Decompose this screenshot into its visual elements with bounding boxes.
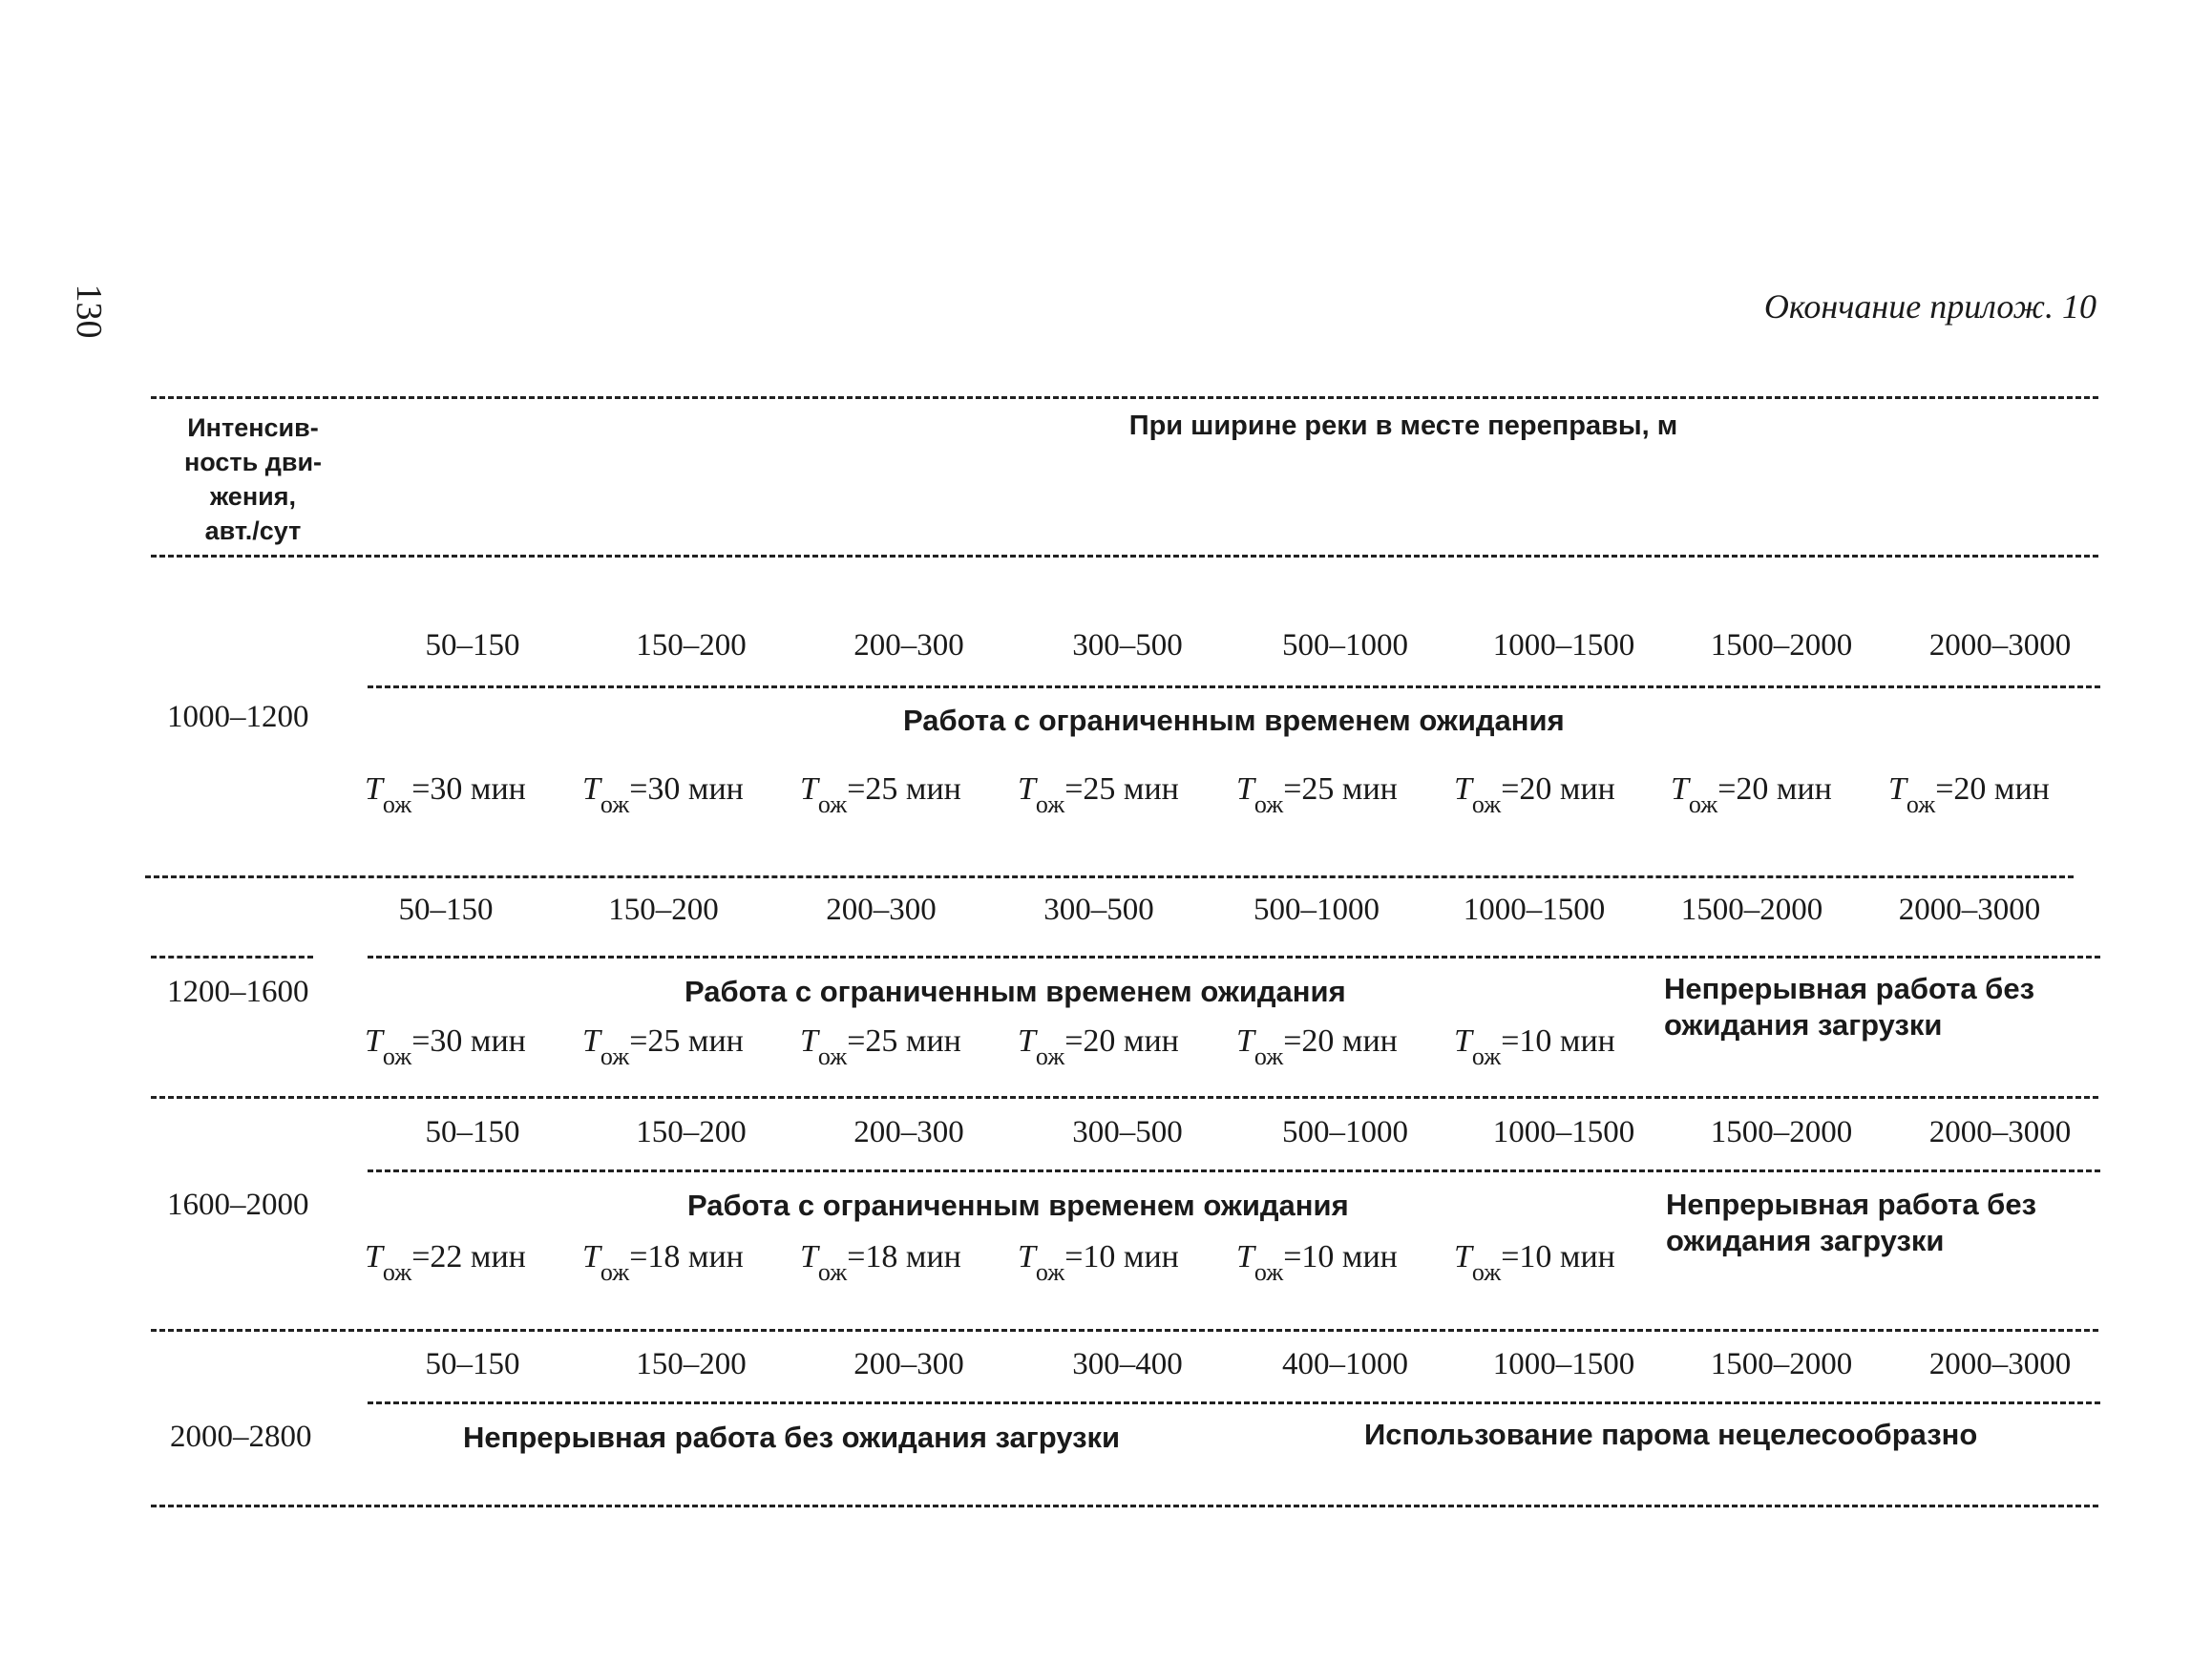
width-cell: 50–150 <box>425 1115 520 1149</box>
wait-time-cell: $T_{ож}=30$ мин <box>365 1023 526 1070</box>
table-top-rule <box>151 396 2098 399</box>
width-cell: 2000–3000 <box>1928 1115 2072 1149</box>
width-cell: 1500–2000 <box>1710 628 1853 663</box>
wait-time-cell: $T_{ож}=22$ мин <box>365 1239 526 1286</box>
wait-time-cell: $T_{ож}=20$ мин <box>1018 1023 1179 1070</box>
wait-time-cell: $T_{ож}=18$ мин <box>800 1239 961 1286</box>
width-cell: 1500–2000 <box>1710 1115 1853 1149</box>
wait-time-cell: $T_{ож}=20$ мин <box>1888 771 2050 818</box>
width-cell: 150–200 <box>636 1347 747 1381</box>
row-rule <box>368 1401 2100 1404</box>
width-column-header: При ширине реки в месте переправы, м <box>1128 411 1678 441</box>
wait-time-cell: $T_{ож}=20$ мин <box>1454 771 1615 818</box>
width-cell: 300–500 <box>1043 893 1154 927</box>
width-cell: 200–300 <box>853 1347 964 1381</box>
mode-label: Работа с ограниченным временем ожидания <box>685 975 1346 1008</box>
intensity-cell: 2000–2800 <box>170 1420 312 1454</box>
width-cell: 50–150 <box>425 1347 520 1381</box>
ferry-inappropriate-note: Использование парома нецелесообразно <box>1364 1418 1978 1451</box>
section-rule <box>145 875 2074 878</box>
width-cell: 300–500 <box>1072 628 1183 663</box>
table-bottom-rule <box>151 1505 2098 1507</box>
wait-time-cell: $T_{ож}=25$ мин <box>582 1023 744 1070</box>
header-bottom-rule <box>151 555 2098 558</box>
continuous-note: Непрерывная работа без ожидания загрузки <box>1666 1188 2036 1257</box>
width-cell: 500–1000 <box>1282 1115 1408 1149</box>
width-cell: 1500–2000 <box>1710 1347 1853 1381</box>
wait-time-cell: $T_{ож}=25$ мин <box>1236 771 1398 818</box>
wait-time-cell: $T_{ож}=30$ мин <box>365 771 526 818</box>
wait-time-cell: $T_{ож}=25$ мин <box>800 1023 961 1070</box>
row-rule <box>368 956 2100 958</box>
wait-time-cell: $T_{ож}=25$ мин <box>1018 771 1179 818</box>
width-cell: 150–200 <box>636 628 747 663</box>
wait-time-cell: $T_{ож}=10$ мин <box>1454 1023 1615 1070</box>
wait-time-cell: $T_{ож}=20$ мин <box>1236 1023 1398 1070</box>
width-cell: 2000–3000 <box>1928 1347 2072 1381</box>
continuous-note: Непрерывная работа без ожидания загрузки <box>1664 972 2034 1042</box>
width-cell: 500–1000 <box>1282 628 1408 663</box>
row-rule <box>151 956 313 958</box>
width-cell: 150–200 <box>608 893 719 927</box>
wait-time-cell: $T_{ож}=10$ мин <box>1018 1239 1179 1286</box>
intensity-cell: 1600–2000 <box>167 1188 309 1222</box>
width-cell: 300–400 <box>1072 1347 1183 1381</box>
width-cell: 200–300 <box>853 628 964 663</box>
intensity-cell: 1200–1600 <box>167 975 309 1009</box>
width-cell: 50–150 <box>425 628 520 663</box>
intensity-column-header: Интенсив- ность дви- жения, авт./сут <box>183 413 323 545</box>
width-cell: 300–500 <box>1072 1115 1183 1149</box>
width-cell: 400–1000 <box>1282 1347 1408 1381</box>
appendix-caption: Окончание прилож. 10 <box>1763 287 2096 326</box>
width-cell: 2000–3000 <box>1898 893 2041 927</box>
width-cell: 1500–2000 <box>1680 893 1823 927</box>
wait-time-cell: $T_{ож}=25$ мин <box>800 771 961 818</box>
wait-time-cell: $T_{ож}=18$ мин <box>582 1239 744 1286</box>
width-cell: 200–300 <box>826 893 937 927</box>
width-cell: 1000–1500 <box>1492 1115 1635 1149</box>
row-rule <box>368 685 2100 688</box>
width-cell: 200–300 <box>853 1115 964 1149</box>
intensity-cell: 1000–1200 <box>167 700 309 734</box>
width-cell: 1000–1500 <box>1463 893 1606 927</box>
mode-label: Работа с ограниченным временем ожидания <box>903 704 1565 737</box>
page-number: 130 <box>69 284 109 339</box>
row-rule <box>368 1169 2100 1172</box>
width-cell: 1000–1500 <box>1492 1347 1635 1381</box>
section-rule <box>151 1329 2098 1332</box>
wait-time-cell: $T_{ож}=10$ мин <box>1236 1239 1398 1286</box>
wait-time-cell: $T_{ож}=10$ мин <box>1454 1239 1615 1286</box>
width-cell: 150–200 <box>636 1115 747 1149</box>
width-cell: 1000–1500 <box>1492 628 1635 663</box>
width-cell: 2000–3000 <box>1928 628 2072 663</box>
mode-label: Непрерывная работа без ожидания загрузки <box>463 1421 1121 1454</box>
wait-time-cell: $T_{ож}=20$ мин <box>1671 771 1832 818</box>
width-cell: 500–1000 <box>1253 893 1380 927</box>
width-cell: 50–150 <box>398 893 494 927</box>
section-rule <box>151 1096 2098 1099</box>
mode-label: Работа с ограниченным временем ожидания <box>687 1189 1349 1222</box>
wait-time-cell: $T_{ож}=30$ мин <box>582 771 744 818</box>
